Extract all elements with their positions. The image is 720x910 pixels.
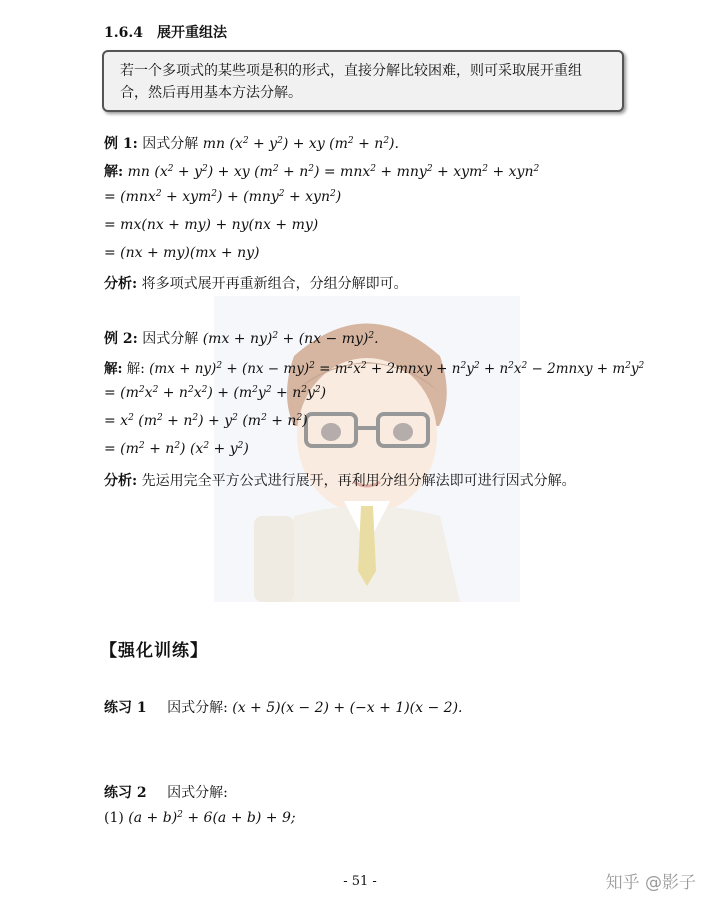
exercise1-prompt: 因式分解: <box>167 700 228 716</box>
example1-solution-line1: 解: mn $(x^2 + y^2)$ + xy $(m^2 + n^2) = mnx^2 + mny^2 + xym^2 + xyn^2$ <box>104 164 540 180</box>
example2-analysis <box>104 470 576 490</box>
exercise2-item1: (1) $(a + b)^2 + 6(a + b) + 9$; <box>104 810 296 826</box>
example2-label: 例 2: <box>104 331 138 347</box>
exercise1-label: 练习 1 <box>104 700 147 716</box>
example2-solution-label: 解: <box>104 361 123 377</box>
example2-solution-prefix: 解: <box>126 361 145 377</box>
example1-solution-line4: = (nx + my)(mx + ny) <box>104 245 260 261</box>
exercise1: 练习 1 因式分解: (x + 5)(x − 2) + (−x + 1)(x − 2). <box>104 700 463 716</box>
source-credit: 知乎 @影子 <box>605 873 696 893</box>
example2-solution-line3: = $x^2$ $(m^2 + n^2) + y^2$ $(m^2 + n^2)$ <box>104 413 308 429</box>
example1-problem <box>104 133 399 153</box>
page-number: - 51 - <box>343 874 377 889</box>
example2-prompt: 因式分解 <box>142 331 199 347</box>
exercise2-label: 练习 2 <box>104 785 147 801</box>
example1-solution-line3: = mx(nx + my) + ny(nx + my) <box>104 217 319 233</box>
example1-label: 例 1: <box>104 136 138 152</box>
exercise2-item1-label: (1) <box>104 810 124 826</box>
example1-solution-label: 解: <box>104 164 124 180</box>
section-title-text: 展开重组法 <box>156 25 227 41</box>
example2-analysis-label: 分析: <box>104 473 138 489</box>
example2-solution-line4: = $(m^2 + n^2) (x^2 + y^2)$ <box>104 441 249 457</box>
method-callout-text: 若一个多项式的某些项是积的形式，直接分解比较困难，则可采取展开重组合，然后再用基本方法分解。 <box>120 63 582 101</box>
section-number: 1.6.4 <box>104 25 143 41</box>
method-callout-box <box>102 50 624 112</box>
example1-analysis-text: 将多项式展开再重新组合，分组分解即可。 <box>141 276 408 292</box>
example2-solution-line1: 解: 解: $(mx + ny)^2 + (nx - my)^2 = m^2x^2$ + 2mnxy + $n^2y^2 + n^2x^2$ − 2mnxy + $m^2y^2$ <box>104 361 645 377</box>
example1-analysis <box>104 273 408 293</box>
example2-solution-line2: = $(m^2x^2 + n^2x^2) + (m^2y^2 + n^2y^2)$ <box>104 385 327 401</box>
example1-expression: mn $(x^2 + y^2)$ + xy $(m^2 + n^2)$. <box>202 136 399 152</box>
example2-analysis-text: 先运用完全平方公式进行展开，再利用分组分解法即可进行因式分解。 <box>141 473 576 489</box>
example1-prompt: 因式分解 <box>142 136 199 152</box>
example1-analysis-label: 分析: <box>104 276 138 292</box>
exercise2-prompt: 因式分解: <box>167 785 228 801</box>
example1-solution-line2: = (mnx$^2$ + xym$^2$) + (mny$^2$ + xyn$^2$) <box>104 189 342 205</box>
section-title <box>104 22 227 42</box>
training-heading: 【强化训练】 <box>100 641 208 661</box>
example2-problem: 例 2: 因式分解 (mx + ny)$^2$ + (nx − my)$^2$. <box>104 331 379 347</box>
exercise2 <box>104 782 228 802</box>
